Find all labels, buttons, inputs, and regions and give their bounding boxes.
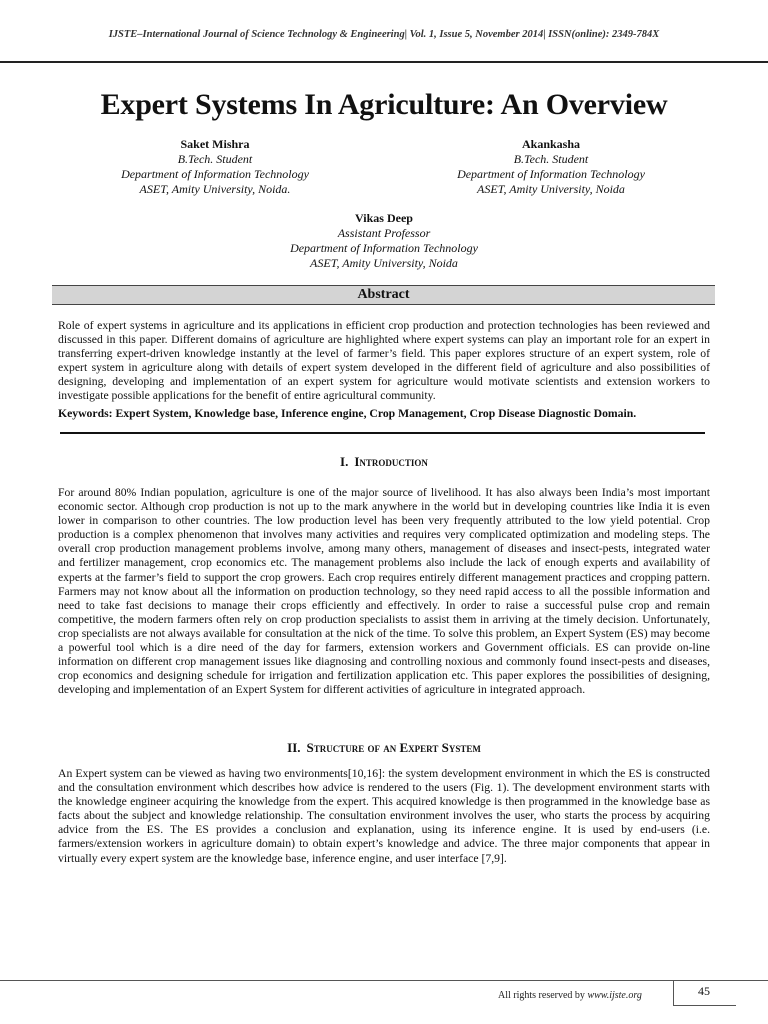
author-block-1 [88,137,342,197]
footer-rights [498,990,642,1001]
author-name: Akankasha [521,137,581,151]
introduction-text: For around 80% Indian population, agriculture is one of the major source of livelihood. It has also always been India’s most important economic sector. Although crop production is not up to the mark anywhere in the world but in developing countries like India it is even lower in comparison to other countries. The low production level has been very frequently attributed to the low yield potential. Crop production is a complex phenomenon that involves many activities and requires very complicated optimization and modeling steps. The overall crop production management problems involve, among many others, management of diseases and insect-pests, integrated water and fertilizer management, crop economics etc. The management problems also include the lack of enough experts and availability of experts at the farmer’s field to support the crop growers. Each crop requires entirely different management practices and cropping pattern. Farmers may not know about all the information on production technology, so they need rapid access to all the possible information and need to take fast decisions to manage their crops efficiently and effectively. In order to raise a successful pulse crop and remain competitive, the modern farmers often rely on crop production specialists to assist them in arriving at the timely decision. Unfortunately, crop specialists are not always available for consultation at the nick of the time. To solve this problem, an Expert System (ES) may become a powerful tool which is a dire need of the day for farmers, extension workers and Government officials. ES can provide on-line information on different crop management issues like diagnosing and controlling noxious and commonly found insect-pests and diseases, crop economics and designing schedule for irrigation and fertilization application etc. This paper explores the possibilities of designing, developing and implementation of an Expert System for different activities of agriculture in integrated approach. [58,486,710,697]
footer-rule [0,980,768,981]
author-role: B.Tech. Student [177,152,253,166]
journal-link[interactable]: www.ijste.org [587,990,642,1001]
author-name: Vikas Deep [355,211,413,225]
author-department: Department of Information Technology [121,167,309,181]
author-institution: ASET, Amity University, Noida [310,256,458,270]
page-number: 45 [698,984,710,998]
running-header: IJSTE–International Journal of Science Technology & Engineering| Vol. 1, Issue 5, November 2014| ISSN(online): 2349-784X [108,29,660,40]
paper-title: Expert Systems In Agriculture: An Overview [100,88,668,121]
section-title: Structure of an Expert System [306,740,481,755]
author-block-2 [424,137,678,197]
section-number: II. [287,740,301,755]
author-institution: ASET, Amity University, Noida [477,182,625,196]
structure-text: An Expert system can be viewed as having two environments[10,16]: the system development environment in which the ES is constructed and the consultation environment which describes how advice is rendered to the users (Fig. 1). The development environment starts with the knowledge engineer acquiring the knowledge from the expert. This acquired knowledge is then programmed in the knowledge base as facts about the subject and knowledge relationship. The consultation environment involves the user, who starts the process by acquiring advice from the ES. The ES provides a conclusion and explanation, using its inference engine. It is used by end-users (i.e. farmers/extension workers in agriculture domain) to obtain expert’s knowledge and advice. The three major components that appear in virtually every expert system are the knowledge base, inference engine, and user interface [7,9]. [58,767,710,865]
rights-text: All rights reserved by [498,990,585,1001]
section-separator [60,432,705,434]
section-title: Introduction [354,454,428,469]
author-name: Saket Mishra [180,137,250,151]
author-role: Assistant Professor [337,226,431,240]
section-heading-introduction [0,454,768,470]
author-institution: ASET, Amity University, Noida. [139,182,291,196]
abstract-heading: Abstract [52,285,715,305]
section-heading-structure [0,740,768,756]
abstract-text: Role of expert systems in agriculture and its applications in efficient crop production and protection technologies has been reviewed and discussed in this paper. Different domains of agriculture are highlighted where expert systems can play an important role for an expert in transferring expert-driven knowledge instantly at the level of farmer’s field. This paper explores structure of an expert system, role of expert system in agriculture along with details of expert system developed in the different field of agriculture and also possibilities of designing, developing and implementation of an expert system for agriculture would motivate scientists and extension workers to investigate possible applications for the benefit of entire agricultural community. [58,319,710,403]
author-department: Department of Information Technology [290,241,478,255]
author-block-3 [240,211,528,271]
keywords: Keywords: Expert System, Knowledge base, Inference engine, Crop Management, Crop Disease Diagnostic Domain. [58,407,637,420]
author-department: Department of Information Technology [457,167,645,181]
header-rule [0,61,768,63]
author-role: B.Tech. Student [513,152,589,166]
section-number: I. [340,454,349,469]
